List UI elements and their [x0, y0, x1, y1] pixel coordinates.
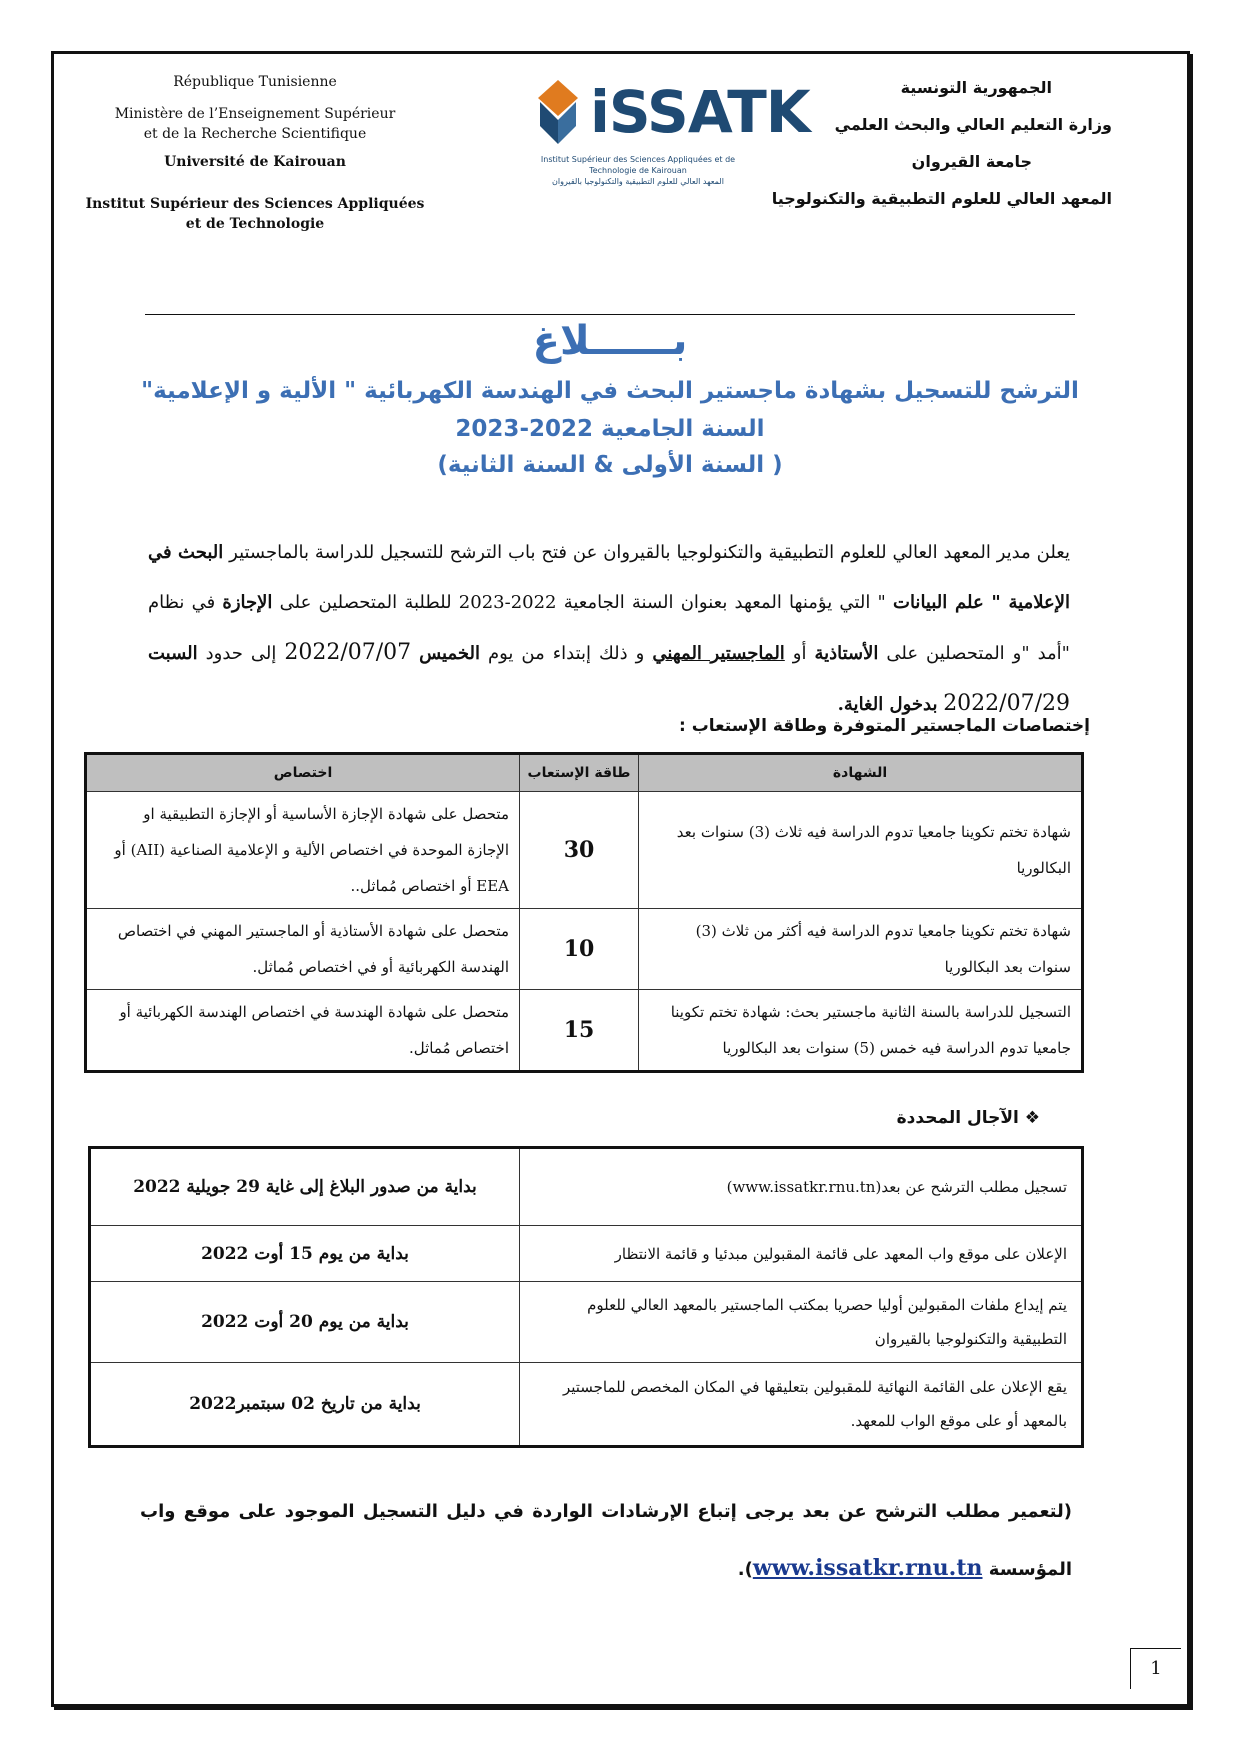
paragraph-text: يعلن مدير المعهد العالي للعلوم التطبيقية والتكنولوجيا بالقيروان عن فتح باب الترشح للتسجيل للدراسة بالماجستير [229, 542, 1070, 563]
logo-subtitle [528, 154, 748, 187]
closing-note [140, 1484, 1072, 1598]
logo-subtitle-fr: Institut Supérieur des Sciences Appliquées et de Technologie de Kairouan [540, 155, 736, 175]
ministry-fr: Ministère de l’Enseignement Supérieur [114, 106, 396, 122]
table-header-row [86, 754, 1083, 792]
deadline-desc: تسجيل مطلب الترشح عن بعد(www.issatkr.rnu.tn) [520, 1148, 1083, 1226]
deadlines-table [88, 1146, 1084, 1448]
ministry-fr-2: et de la Recherche Scientifique [143, 126, 367, 142]
deadline-date: بداية من صدور البلاغ إلى غاية 29 جويلية 2022 [90, 1148, 520, 1226]
column-header: الشهادة [639, 754, 1083, 792]
logo-subtitle-ar: المعهد العالي للعلوم التطبيقية والتكنولوجيا بالقيروان [552, 177, 724, 186]
website-link[interactable]: www.issatkr.rnu.tn [752, 1555, 983, 1581]
end-date: 2022/07/29 [943, 691, 1070, 716]
paragraph-bold-program: البحث في الإعلامية " علم البيانات [148, 542, 1071, 613]
closing-end: ). [737, 1559, 753, 1580]
university-ar: جامعة القيروان [911, 152, 1032, 171]
specialty-cell: متحصل على شهادة الهندسة في اختصاص الهندسة الكهربائية أو اختصاص مُماثل. [86, 990, 520, 1072]
logo-wordmark: iSSATK [590, 78, 810, 146]
specialties-heading: إختصاصات الماجستير المتوفرة وطاقة الإستعاب : [679, 716, 1090, 736]
specialties-table [84, 752, 1084, 1073]
specialty-cell: متحصل على شهادة الأستاذية أو الماجستير المهني في اختصاص الهندسة الكهربائية أو في اختصاص مُماثل. [86, 909, 520, 990]
capacity-cell: 30 [520, 792, 639, 909]
paragraph-bold-day: السبت [148, 643, 198, 664]
closing-text: (لتعمير مطلب الترشح عن بعد يرجى إتباع الإرشادات الواردة في دليل التسجيل الموجود على موقع واب المؤسسة [140, 1501, 1072, 1580]
institute-fr: Institut Supérieur des Sciences Appliquées [85, 196, 425, 212]
paragraph-text: في نظام "أمد "و المتحصلين على [148, 592, 1070, 664]
logo-mark-icon [528, 80, 588, 152]
republic-fr: République Tunisienne [173, 74, 337, 90]
paragraph-bold-master-pro: الماجستير المهني [652, 643, 785, 664]
diploma-cell: شهادة تختم تكوينا جامعيا تدوم الدراسة فيه ثلاث (3) سنوات بعد البكالوريا [639, 792, 1083, 909]
table-row [86, 990, 1083, 1072]
paragraph-bold-maitrise: الأستاذية [814, 643, 879, 664]
institute-ar: المعهد العالي للعلوم التطبيقية والتكنولوجيا [771, 189, 1112, 208]
header-arabic [752, 78, 1112, 226]
republic-ar: الجمهورية التونسية [900, 78, 1052, 97]
column-header: طاقة الإستعاب [520, 754, 639, 792]
specialty-cell: متحصل على شهادة الإجازة الأساسية أو الإجازة التطبيقية او الإجازة الموحدة في اختصاص الألية و الإعلامية الصناعية (AII) أو EEA أو اختصاص مُماثل.. [86, 792, 520, 909]
deadline-desc: الإعلان على موقع واب المعهد على قائمة المقبولين مبدئيا و قائمة الانتظار [520, 1226, 1083, 1282]
header-french [75, 72, 435, 234]
table-row [86, 792, 1083, 909]
table-row [86, 909, 1083, 990]
notice-subtitle-3: ( السنة الأولى & السنة الثانية) [437, 452, 783, 478]
diploma-cell: شهادة تختم تكوينا جامعيا تدوم الدراسة فيه أكثر من ثلاث (3) سنوات بعد البكالوريا [639, 909, 1083, 990]
deadline-desc: يقع الإعلان على القائمة النهائية للمقبولين بتعليقها في المكان المخصص للماجستير بالمعهد أو على موقع الواب للمعهد. [520, 1363, 1083, 1447]
table-row [90, 1148, 1083, 1226]
deadline-date: بداية من تاريخ 02 سبتمبر2022 [90, 1363, 520, 1447]
table-row [90, 1363, 1083, 1447]
institute-logo [528, 78, 810, 188]
column-header: اختصاص [86, 754, 520, 792]
ministry-ar: وزارة التعليم العالي والبحث العلمي [834, 115, 1112, 134]
paragraph-text: " التي يؤمنها المعهد بعنوان السنة الجامعية 2022-2023 للطلبة المتحصلين على [279, 592, 886, 613]
notice-subtitle-2: السنة الجامعية 2022-2023 [455, 416, 765, 442]
page-number: 1 [1130, 1648, 1181, 1689]
institute-fr-2: et de Technologie [185, 216, 325, 232]
announcement-paragraph [148, 528, 1070, 730]
deadline-desc: يتم إيداع ملفات المقبولين أوليا حصريا بمكتب الماجستير بالمعهد العالي للعلوم التطبيقية والتكنولوجيا بالقيروان [520, 1282, 1083, 1363]
table-row [90, 1226, 1083, 1282]
notice-subtitle-1: الترشح للتسجيل بشهادة ماجستير البحث في الهندسة الكهربائية " الألية و الإعلامية" [141, 378, 1079, 404]
deadline-date: بداية من يوم 15 أوت 2022 [90, 1226, 520, 1282]
paragraph-bold-license: الإجازة [222, 592, 273, 613]
notice-title: بــــــلاغ [532, 318, 688, 364]
paragraph-bold-end: بدخول الغاية. [837, 694, 938, 715]
paragraph-text: إلى حدود [205, 643, 277, 664]
capacity-cell: 15 [520, 990, 639, 1072]
paragraph-text: و ذلك إبتداء من يوم [487, 643, 645, 664]
table-row [90, 1282, 1083, 1363]
deadlines-heading: ❖ الآجال المحددة [896, 1108, 1040, 1128]
university-fr: Université de Kairouan [164, 154, 346, 170]
start-date: 2022/07/07 [284, 640, 412, 665]
paragraph-bold-day: الخميس [419, 643, 480, 664]
capacity-cell: 10 [520, 909, 639, 990]
paragraph-text: أو [792, 643, 807, 664]
header-divider [145, 314, 1075, 315]
deadline-date: بداية من يوم 20 أوت 2022 [90, 1282, 520, 1363]
diploma-cell: التسجيل للدراسة بالسنة الثانية ماجستير بحث: شهادة تختم تكوينا جامعيا تدوم الدراسة فيه خمس (5) سنوات بعد البكالوريا [639, 990, 1083, 1072]
